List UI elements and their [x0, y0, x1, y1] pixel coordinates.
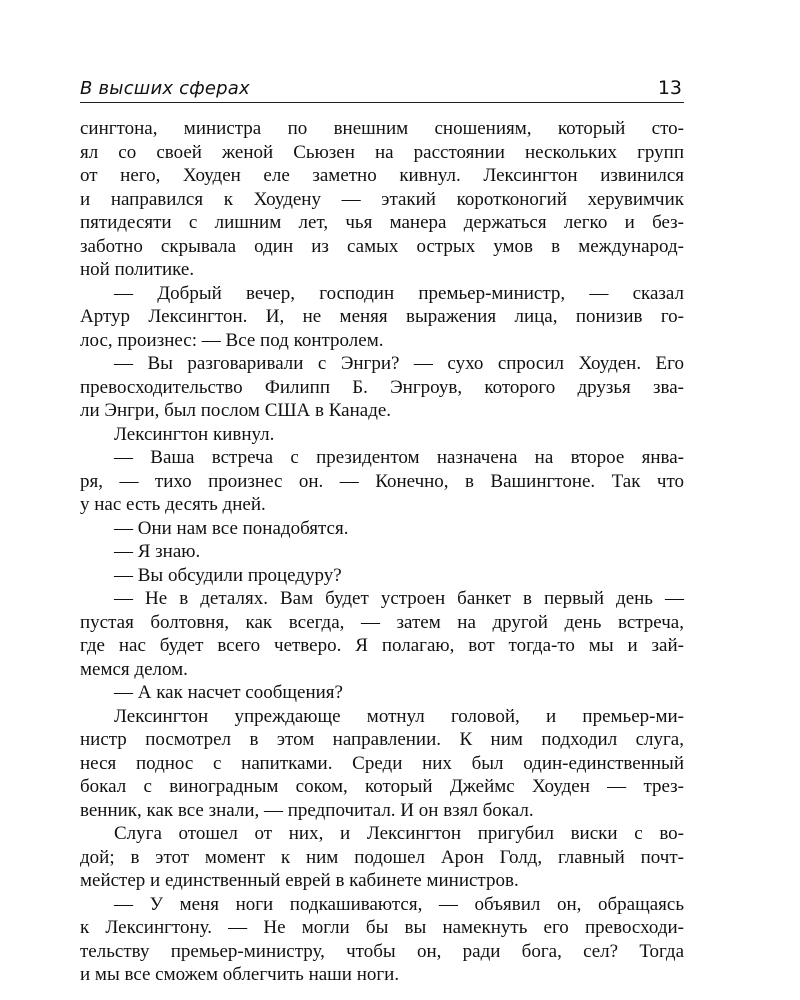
text-line: Лексингтон упреждающе мотнул головой, и премьер-ми- [114, 705, 684, 727]
page-number: 13 [657, 77, 682, 99]
text-line: пустая болтовня, как всегда, — затем на другой день встреча, [80, 611, 684, 633]
text-line: Артур Лексингтон. И, не меняя выражения лица, понизив го- [80, 306, 684, 327]
text-line: нистр посмотрел в этом направлении. К ним подходил слуга, [80, 729, 684, 750]
text-line: неся поднос с напитками. Среди них был один-единственный [80, 752, 684, 774]
text-line: — Я знаю. [114, 541, 201, 562]
text-line: мемся делом. [80, 658, 188, 680]
text-line: сингтона, министра по внешним сношениям, который сто- [80, 118, 684, 139]
text-line: к Лексингтону. — Не могли бы вы намекнуть его превосходи- [80, 917, 684, 938]
text-line: мейстер и единственный еврей в кабинете министров. [80, 870, 519, 891]
text-line: ли Энгри, был послом США в Канаде. [80, 400, 392, 421]
text-line: — Ваша встреча с президентом назначена на второе янва- [114, 447, 684, 468]
text-line: дой; в этот момент к ним подошел Арон Голд, главный почт- [80, 846, 684, 868]
text-line: от него, Хоуден еле заметно кивнул. Лексингтон извинился [80, 165, 684, 186]
text-line: заботно скрывала один из самых острых умов в международ- [80, 235, 684, 257]
text-line: — Вы обсудили процедуру? [114, 564, 342, 586]
text-line: Слуга отошел от них, и Лексингтон пригубил виски с во- [114, 823, 684, 844]
text-line: пятидесяти с лишним лет, чья манера держаться легко и без- [80, 212, 684, 233]
text-line: — Не в деталях. Вам будет устроен банкет в первый день — [114, 588, 684, 609]
text-line: ря, — тихо произнес он. — Конечно, в Вашингтоне. Так что [80, 470, 684, 492]
text-line: превосходительство Филипп Б. Энгроув, которого друзья зва- [80, 376, 684, 398]
text-line: — У меня ноги подкашиваются, — объявил он, обращаясь [114, 893, 684, 915]
running-header [80, 74, 684, 103]
text-line: — Добрый вечер, господин премьер-министр, — сказал [114, 282, 684, 304]
text-line: тельству премьер-министру, чтобы он, ради бога, сел? Тогда [80, 940, 684, 962]
text-line: — Они нам все понадобятся. [114, 517, 349, 539]
text-line: венник, как все знали, — предпочитал. И он взял бокал. [80, 799, 534, 821]
text-line: ной политике. [80, 259, 195, 280]
text-line: и мы все сможем облегчить наши ноги. [80, 964, 400, 985]
text-line: ял со своей женой Сьюзен на расстоянии нескольких групп [80, 141, 684, 163]
text-line: у нас есть десять дней. [80, 494, 266, 515]
text-line: Лексингтон кивнул. [114, 423, 275, 445]
text-line: и направился к Хоудену — этакий коротконогий херувимчик [80, 188, 684, 210]
running-title: В высших сферах [80, 78, 250, 99]
text-line: — А как насчет сообщения? [114, 682, 343, 703]
text-line: где нас будет всего четверо. Я полагаю, вот тогда-то мы и зай- [80, 635, 684, 656]
text-line: лос, произнес: — Все под контролем. [80, 329, 384, 351]
text-line: бокал с виноградным соком, который Джеймс Хоуден — трез- [80, 776, 684, 797]
body-text [80, 117, 684, 987]
text-line: — Вы разговаривали с Энгри? — сухо спросил Хоуден. Его [114, 353, 684, 374]
